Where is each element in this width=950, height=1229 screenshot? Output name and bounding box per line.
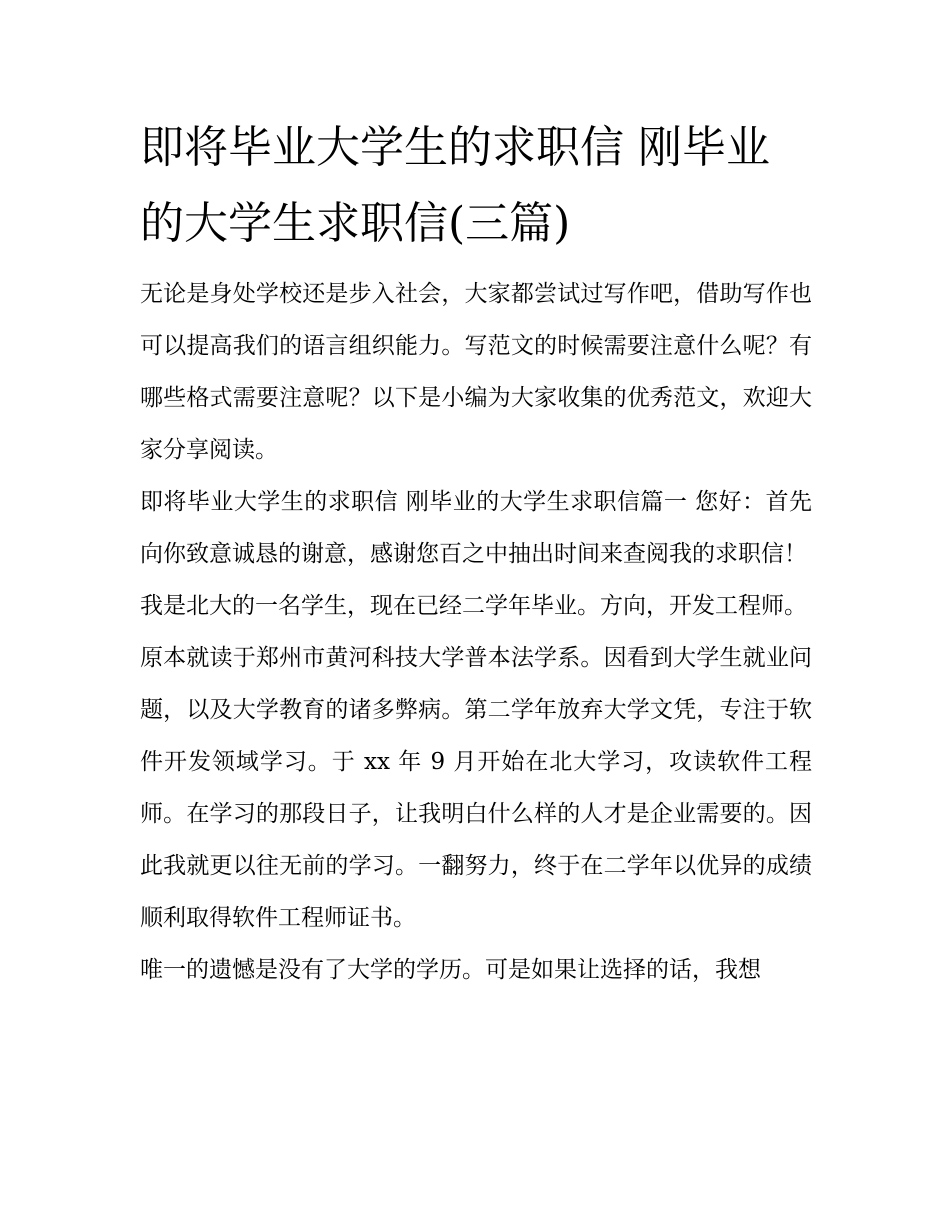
paragraph-regret: 唯一的遗憾是没有了大学的学历。可是如果让选择的话，我想 [140, 957, 761, 983]
document-title: 即将毕业大学生的求职信 刚毕业的大学生求职信(三篇) [140, 122, 770, 249]
document-page [140, 110, 812, 996]
paragraph-self-intro: 我是北大的一名学生，现在已经二学年毕业。方向，开发工程师。 [140, 593, 807, 619]
paragraph-intro: 无论是身处学校还是步入社会，大家都尝试过写作吧，借助写作也可以提高我们的语言组织能力。写范文的时候需要注意什么呢？有哪些格式需要注意呢？以下是小编为大家收集的优秀范文，欢迎大家分享阅读。 [140, 281, 812, 463]
paragraph-background: 原本就读于郑州市黄河科技大学普本法学系。因看到大学生就业问题，以及大学教育的诸多弊病。第二学年放弃大学文凭，专注于软件开发领域学习。于 xx 年 9 月开始在北大学习，攻读软件工程师。在学习的那段日子，让我明白什么样的人才是企业需要的。因此我就更以往无前的学习。一翻努力，终于在二学年以优异的成绩顺利取得软件工程师证书。 [140, 645, 812, 931]
paragraph-greeting: 即将毕业大学生的求职信 刚毕业的大学生求职信篇一 您好：首先向你致意诚恳的谢意，感谢您百之中抽出时间来查阅我的求职信！ [140, 489, 812, 567]
